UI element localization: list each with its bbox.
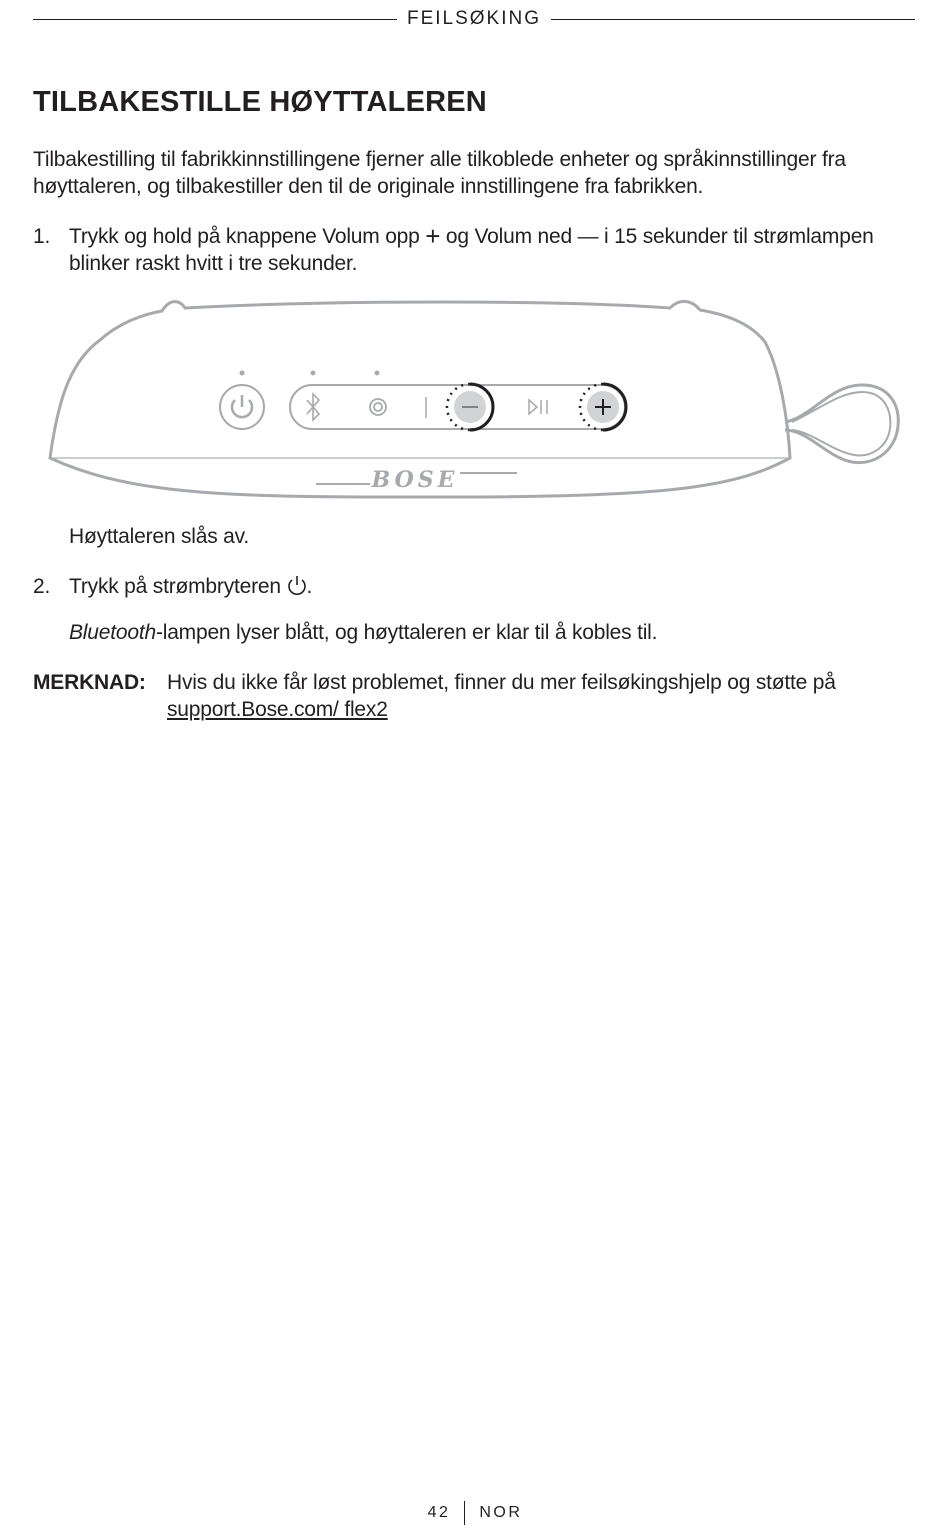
language-code: NOR	[479, 1504, 523, 1521]
intro-paragraph: Tilbakestilling til fabrikkinnstillingene fjerner alle tilkoblede enheter og språkinnstillinger fra høyttaleren, og tilbakestiller den til de originale innstillingene fra fabrikken.	[33, 148, 846, 198]
play-pause-icon	[529, 400, 547, 414]
step-text: Trykk på strømbryteren .	[69, 573, 913, 603]
step-number: 1.	[33, 225, 51, 248]
step-number: 2.	[33, 575, 51, 598]
step-1-result: Høyttaleren slås av.	[69, 525, 250, 548]
step-2-result: Bluetooth-lampen lyser blått, og høyttaleren er klar til å kobles til.	[69, 621, 658, 644]
footer-separator	[464, 1501, 465, 1525]
section-header	[33, 6, 915, 32]
plus-symbol: +	[425, 221, 441, 251]
support-link[interactable]: support.Bose.com/ flex2	[167, 698, 388, 721]
power-icon	[220, 385, 264, 429]
page-number: 42	[427, 1504, 451, 1521]
bluetooth-icon	[307, 394, 319, 420]
step-1	[33, 223, 913, 277]
header-rule-left	[33, 19, 397, 20]
note-body: Hvis du ikke får løst problemet, finner du mer feilsøkingshjelp og støtte på support.Bose.com/ flex2	[167, 671, 836, 721]
volume-down-icon	[447, 384, 493, 430]
page-footer	[0, 1498, 950, 1528]
section-title: FEILSØKING	[406, 8, 542, 29]
note-label: MERKNAD:	[33, 671, 146, 694]
bose-logo	[316, 467, 517, 493]
step-2	[33, 573, 913, 600]
shortcut-icon	[370, 399, 386, 415]
page-title: TILBAKESTILLE HØYTTALEREN	[33, 86, 487, 118]
speaker-illustration	[40, 290, 910, 510]
power-icon	[287, 574, 307, 603]
step-text: Trykk og hold på knappene Volum opp + og Volum ned — i 15 sekunder til strømlampen blinker raskt hvitt i tre sekunder.	[69, 221, 874, 275]
svg-text:BOSE: BOSE	[371, 467, 459, 493]
header-rule-right	[551, 19, 915, 20]
volume-up-icon	[580, 384, 626, 430]
